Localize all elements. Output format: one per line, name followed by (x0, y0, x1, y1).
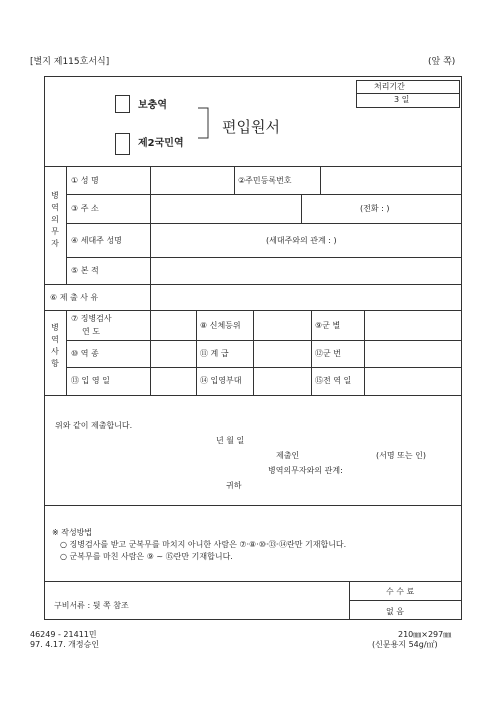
processing-value: 3 일 (394, 95, 410, 104)
branch-label: ⑨군 별 (315, 321, 341, 330)
discharge-date-label: ⑮전 역 일 (315, 376, 352, 385)
option-second-national: 제2국민역 (138, 138, 184, 149)
instruction-item-2: ○ 군복무를 마친 사람은 ⑨ ~ ⑮란만 기재합니다. (60, 552, 233, 561)
option-supplementary: 보충역 (138, 100, 167, 111)
address-label: ③ 주 소 (71, 204, 99, 213)
sign-label: (서명 또는 인) (376, 451, 426, 460)
instructions-title: ※ 작성방법 (52, 528, 93, 537)
fee-label: 수 수 료 (386, 587, 415, 596)
relation-label: (세대주와의 관계 : ) (266, 236, 337, 245)
exam-year-label-1: ⑦ 징병검사 (71, 314, 112, 323)
applicant-label: 제출인 (276, 451, 300, 460)
service-type-label: ⑩ 역 종 (71, 349, 99, 358)
phone-label: (전화 : ) (360, 204, 390, 213)
form-id: [별지 제115호서식] (30, 57, 110, 67)
footer-code: 46249 - 21411민 (30, 630, 97, 639)
attachments-label: 구비서류 : 뒷 쪽 참조 (54, 601, 129, 610)
military-section-label: 병 역 의 무 자 (51, 191, 59, 248)
rank-label: ⑪ 계 급 (200, 349, 229, 358)
checkbox-second-national[interactable] (115, 133, 130, 155)
page-side: (앞 쪽) (428, 57, 456, 67)
body-grade-label: ⑧ 신체등위 (200, 321, 241, 330)
form-title: 편입원서 (222, 118, 280, 136)
domicile-label: ⑤ 본 적 (71, 266, 99, 275)
fee-value: 없 음 (386, 607, 404, 616)
processing-label: 처리기간 (374, 82, 405, 91)
bracket-icon (196, 100, 216, 146)
footer-paper: (신문용지 54g/㎡) (372, 640, 438, 649)
declaration-text: 위와 같이 제출합니다. (55, 421, 133, 430)
checkbox-supplementary[interactable] (115, 95, 130, 113)
date-line: 년 월 일 (216, 436, 245, 445)
footer-approval: 97. 4.17. 개정승인 (30, 640, 100, 649)
name-label: ① 성 명 (71, 176, 99, 185)
reason-label: ⑥ 제 출 사 유 (50, 293, 99, 302)
relation-to-duty-label: 병역의무자와의 관계: (268, 466, 343, 475)
exam-year-label-2: 연 도 (82, 327, 100, 336)
rrn-label: ②주민등록번호 (238, 176, 292, 185)
service-no-label: ⑫군 번 (315, 349, 341, 358)
householder-label: ④ 세대주 성명 (71, 236, 122, 245)
enlist-unit-label: ⑭ 입영부대 (200, 376, 242, 385)
footer-size: 210㎜×297㎜ (398, 630, 452, 639)
enlist-date-label: ⑬ 입 영 일 (71, 376, 110, 385)
addressee-label: 귀하 (226, 481, 242, 490)
instruction-item-1: ○ 징병검사를 받고 군복무를 마치지 아니한 사람은 ⑦·⑧·⑩·⑬·⑭란만 기재합니다. (60, 540, 347, 549)
history-section-label: 병 역 사 항 (51, 323, 59, 368)
